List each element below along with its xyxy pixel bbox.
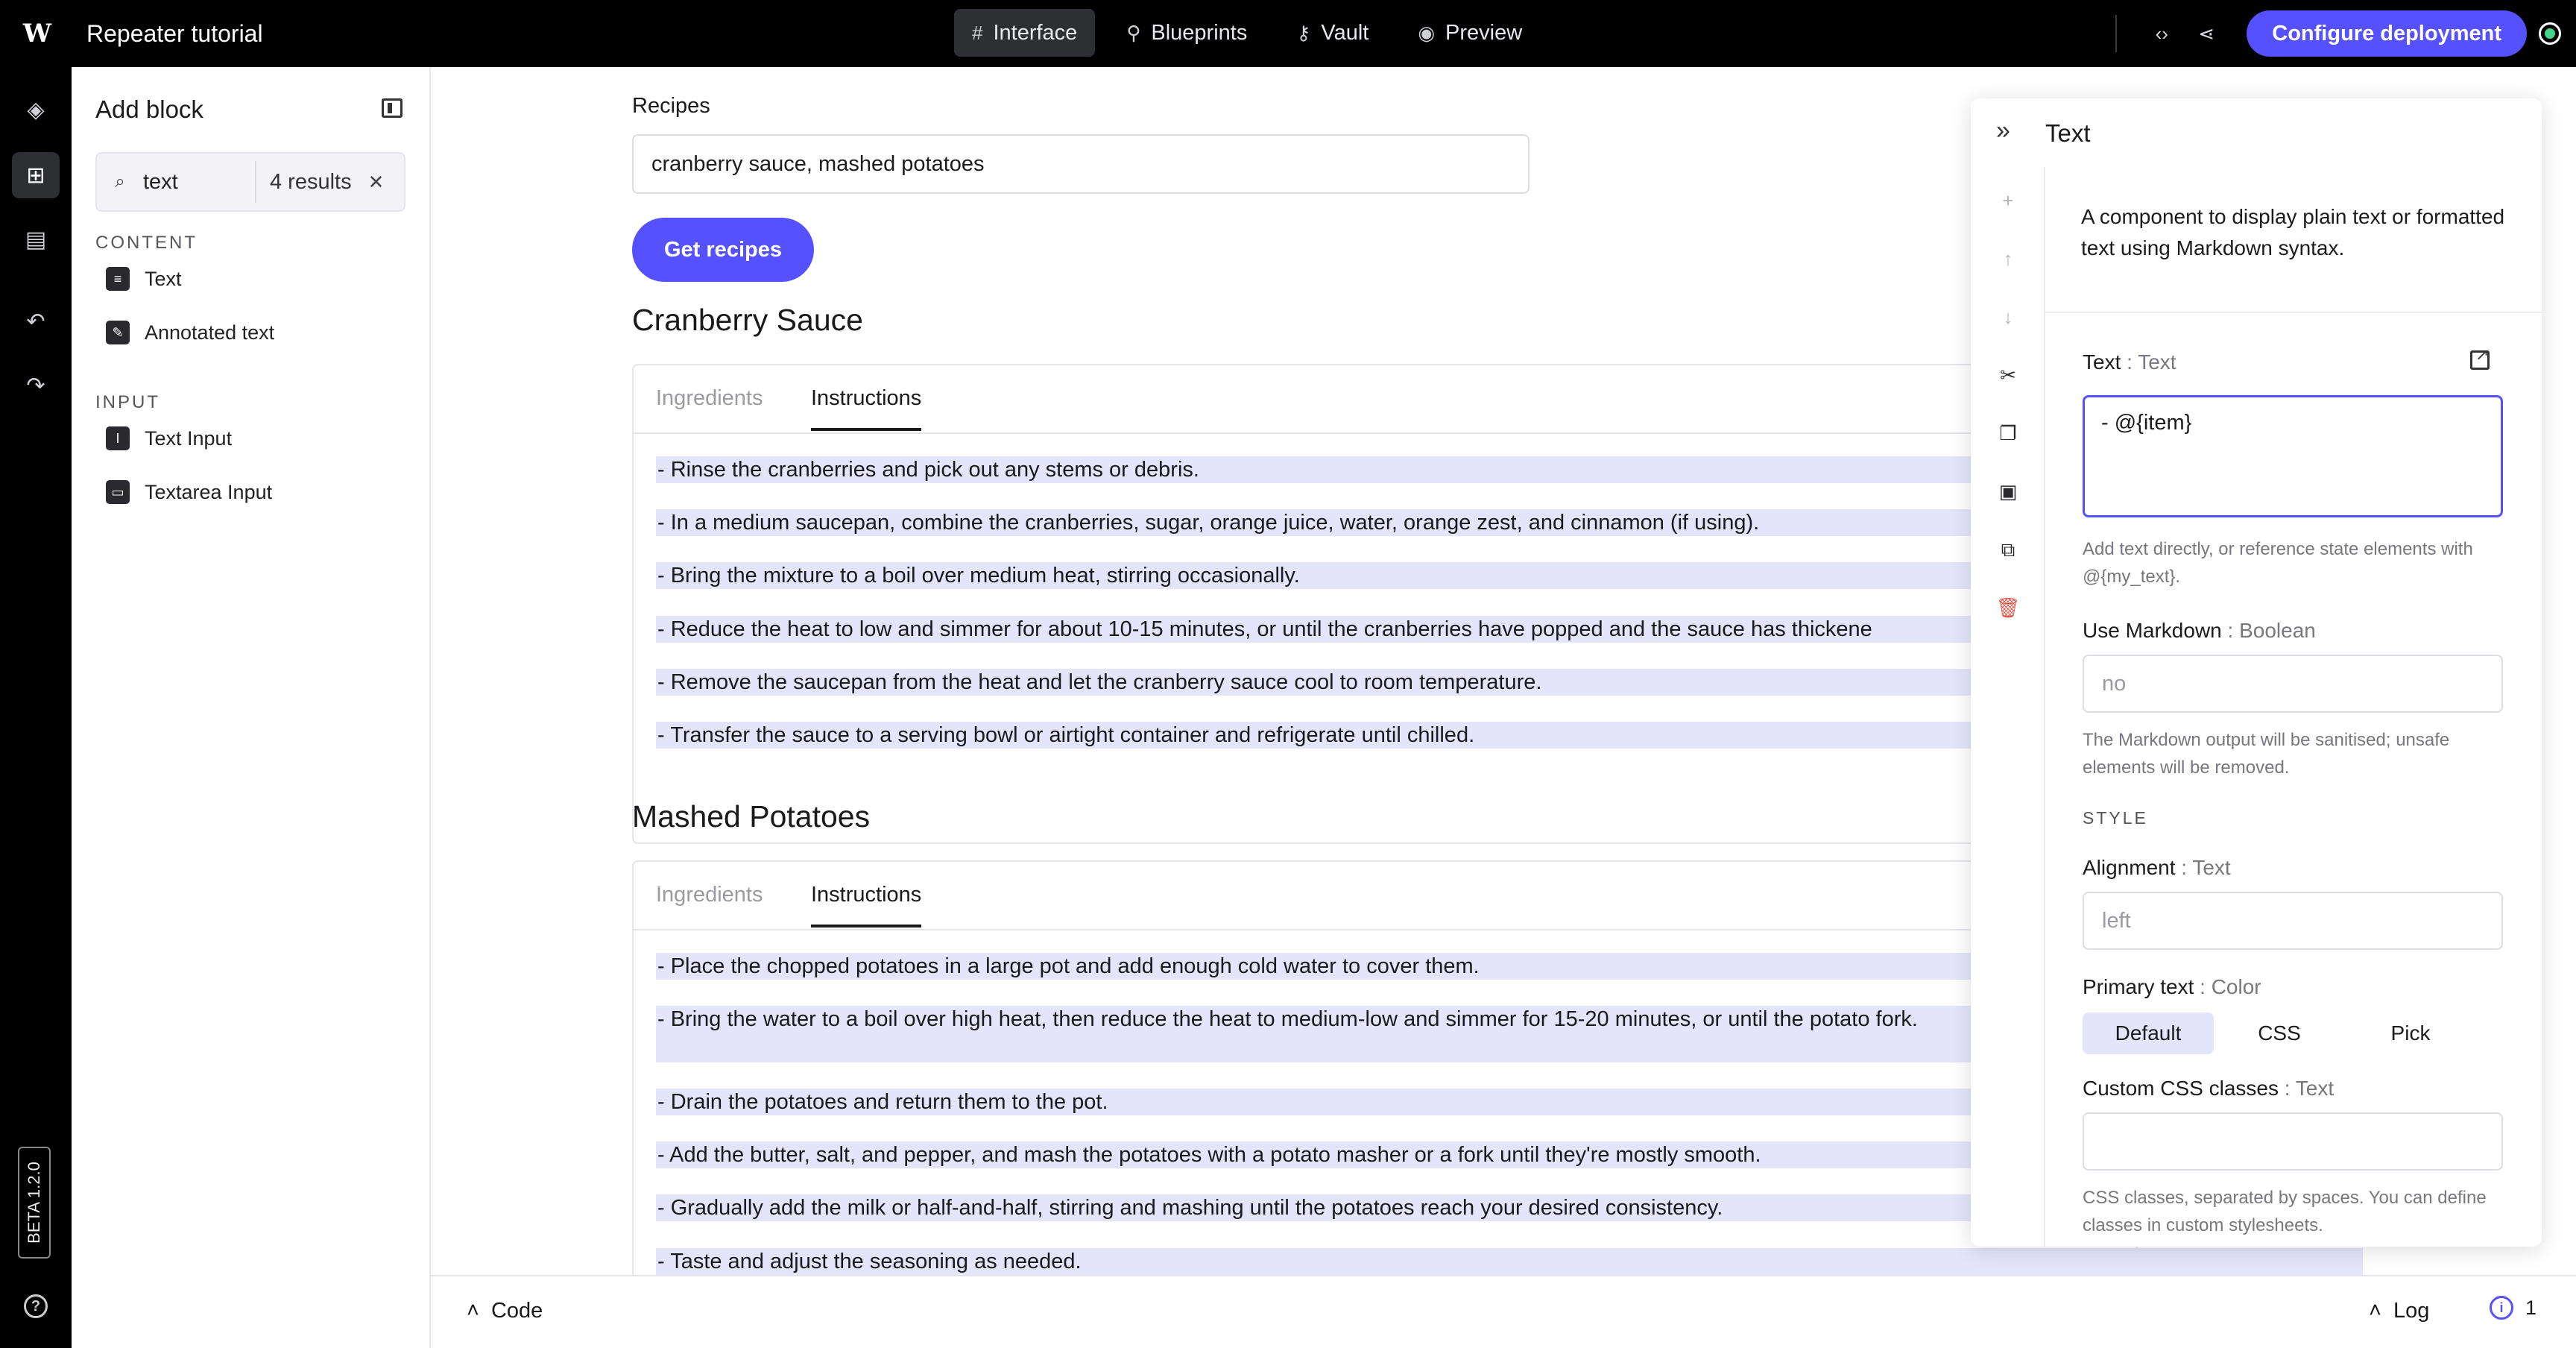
nav-vault-label: Vault — [1321, 20, 1369, 45]
result-count: 4 results — [270, 169, 352, 194]
go-to-parent-icon[interactable]: ⧉ — [2001, 538, 2015, 561]
divider — [2115, 15, 2117, 52]
text-input-icon: I — [106, 426, 130, 450]
text-block-icon: ≡ — [106, 267, 130, 291]
code-label: Code — [490, 1299, 543, 1323]
search-icon: ⌕ — [115, 171, 125, 192]
alignment-field-input[interactable] — [2083, 892, 2503, 950]
add-block-icon[interactable]: ⊞ — [12, 152, 60, 198]
css-classes-input[interactable] — [2083, 1112, 2503, 1171]
markdown-field-hint: The Markdown output will be sanitised; unsafe elements will be removed. — [2083, 730, 2450, 778]
app-title: Repeater tutorial — [86, 19, 263, 47]
share-icon[interactable]: ⋖ — [2198, 22, 2215, 45]
markdown-field-input[interactable] — [2083, 655, 2503, 713]
list-item: - Bring the water to a boil over high heat, then reduce the heat to medium-low and simmer for 15-20 minutes, or until the potato fork. — [656, 1006, 2139, 1062]
text-field-hint: Add text directly, or reference state elements with @{my_text}. — [2083, 539, 2473, 587]
recipe-tabs — [632, 364, 2138, 844]
info-icon: i — [2490, 1296, 2513, 1320]
tab-instructions[interactable]: Instructions — [811, 883, 922, 907]
block-label: Textarea Input — [145, 480, 273, 503]
log-panel-toggle[interactable] — [2369, 1299, 2429, 1323]
recipes-input[interactable] — [632, 134, 1530, 194]
list-item: - Gradually add the milk or half-and-half, stirring and mashing until the potatoes reach your desired consistency. — [656, 1194, 2139, 1221]
block-text[interactable] — [106, 267, 182, 291]
blueprints-icon: ⚲ — [1126, 21, 1141, 44]
css-classes-hint: CSS classes, separated by spaces. You can define classes in custom stylesheets. — [2083, 1188, 2487, 1235]
copy-icon[interactable]: ❐ — [1999, 422, 2017, 444]
nav-interface[interactable] — [954, 9, 1095, 57]
block-annotated-text[interactable] — [106, 321, 274, 344]
text-field-input[interactable] — [2083, 395, 2503, 517]
delete-icon[interactable]: 🗑 — [1995, 596, 2021, 619]
log-count[interactable] — [2490, 1296, 2536, 1320]
color-option-pick[interactable]: Pick — [2390, 1021, 2431, 1045]
panel-header — [1971, 98, 2542, 167]
code-panel-toggle[interactable] — [467, 1299, 543, 1323]
recipes-label: Recipes — [632, 94, 710, 118]
cut-icon[interactable]: ✂ — [2000, 364, 2016, 386]
color-mode-selector — [2083, 1012, 2476, 1054]
component-settings-panel — [1971, 98, 2542, 1247]
get-recipes-button[interactable]: Get recipes — [632, 218, 814, 282]
nav-blueprints-label: Blueprints — [1151, 20, 1248, 45]
tab-ingredients[interactable]: Ingredients — [656, 386, 763, 410]
search-input[interactable] — [143, 170, 255, 195]
block-label: Text — [145, 267, 182, 290]
alignment-field-label: Alignment : Text — [2083, 856, 2231, 879]
panel-title: Text — [2045, 119, 2091, 147]
chevron-up-icon: ˄ — [467, 1299, 479, 1323]
hash-icon: # — [972, 21, 983, 44]
divider — [255, 161, 256, 203]
connection-status-icon — [2539, 22, 2561, 45]
list-item: - Rinse the cranberries and pick out any stems or debris. — [656, 456, 2139, 483]
open-editor-icon[interactable] — [2470, 350, 2490, 370]
paste-icon[interactable]: ▣ — [1998, 480, 2018, 503]
eye-icon: ◉ — [1418, 21, 1436, 44]
nav-preview[interactable] — [1400, 9, 1540, 57]
block-text-input[interactable] — [106, 426, 232, 450]
log-label: Log — [2393, 1299, 2430, 1323]
tab-bar — [634, 365, 2136, 434]
recipe-title: Cranberry Sauce — [632, 303, 863, 337]
layers-icon[interactable]: ◈ — [27, 97, 45, 122]
top-bar — [0, 0, 2576, 67]
expand-panel-icon[interactable]: » — [1996, 116, 2010, 145]
section-content-label: CONTENT — [95, 233, 198, 253]
list-item: - Remove the saucepan from the heat and let the cranberry sauce cool to room temperature. — [656, 669, 2139, 696]
block-label: Text Input — [145, 426, 233, 450]
main-nav — [954, 9, 1540, 57]
recipe-tabs — [632, 860, 2138, 1275]
markdown-field-label: Use Markdown : Boolean — [2083, 619, 2316, 642]
section-input-label: INPUT — [95, 392, 160, 412]
clear-search-icon[interactable]: ✕ — [367, 170, 385, 193]
css-classes-field-label: Custom CSS classes : Text — [2083, 1077, 2334, 1100]
list-item: - In a medium saucepan, combine the cranberries, sugar, orange juice, water, orange zest, and cinnamon (if using). — [656, 509, 2139, 536]
nav-interface-label: Interface — [993, 20, 1078, 45]
color-option-css[interactable]: CSS — [2258, 1021, 2301, 1045]
left-rail — [0, 67, 72, 1348]
move-down-icon[interactable]: ↓ — [2003, 306, 2013, 328]
chevron-up-icon: ˄ — [2369, 1299, 2381, 1323]
sidebar-title: Add block — [95, 95, 203, 123]
nav-preview-label: Preview — [1445, 20, 1523, 45]
primary-text-field-label: Primary text : Color — [2083, 975, 2261, 998]
block-search — [95, 152, 405, 212]
version-badge: BETA 1.2.0 — [18, 1147, 51, 1259]
add-block-sidebar — [72, 67, 431, 1348]
style-section-label: STYLE — [2083, 808, 2148, 828]
list-item: - Add the butter, salt, and pepper, and mash the potatoes with a potato masher or a fork until they're mostly smooth. — [656, 1141, 2139, 1168]
pencil-icon: ✎ — [106, 321, 130, 344]
nav-blueprints[interactable] — [1108, 9, 1265, 57]
help-icon[interactable]: ? — [24, 1294, 48, 1318]
text-field-label: Text : Text — [2083, 350, 2176, 374]
list-item: - Bring the mixture to a boil over medium heat, stirring occasionally. — [656, 562, 2139, 589]
key-icon: ⚷ — [1296, 21, 1311, 44]
bottom-bar — [431, 1275, 2576, 1348]
tab-instructions[interactable]: Instructions — [811, 386, 922, 410]
collapse-sidebar-icon[interactable] — [382, 98, 402, 118]
tab-ingredients[interactable]: Ingredients — [656, 883, 763, 907]
block-label: Annotated text — [145, 321, 275, 344]
add-icon[interactable]: + — [2002, 189, 2014, 212]
color-option-default[interactable]: Default — [2083, 1012, 2214, 1054]
configure-deployment-button[interactable]: Configure deployment — [2247, 10, 2527, 57]
panel-toolbar — [1971, 167, 2045, 1247]
list-item: - Transfer the sauce to a serving bowl or airtight container and refrigerate until chilled. — [656, 722, 2139, 749]
nav-vault[interactable] — [1278, 9, 1386, 57]
component-description: A component to display plain text or formatted text using Markdown syntax. — [2045, 167, 2542, 313]
move-up-icon[interactable]: ↑ — [2003, 248, 2013, 270]
list-item: - Taste and adjust the seasoning as needed. — [656, 1248, 2363, 1275]
textarea-icon: ▭ — [106, 480, 130, 504]
redo-icon[interactable]: ↷ — [26, 373, 45, 398]
tab-bar — [634, 862, 2136, 930]
recipe-title: Mashed Potatoes — [632, 799, 871, 834]
comments-icon[interactable]: ▤ — [25, 227, 47, 252]
list-item: - Drain the potatoes and return them to the pot. — [656, 1089, 2139, 1115]
block-textarea-input[interactable] — [106, 480, 272, 504]
undo-icon[interactable]: ↶ — [26, 309, 45, 334]
log-count-value: 1 — [2525, 1296, 2537, 1319]
code-brackets-icon[interactable]: ‹› — [2155, 22, 2168, 45]
list-item: - Place the chopped potatoes in a large pot and add enough cold water to cover them. — [656, 953, 2139, 980]
writer-logo[interactable]: W — [22, 19, 49, 48]
top-right-actions — [2115, 0, 2576, 67]
list-item: - Reduce the heat to low and simmer for about 10-15 minutes, or until the cranberries have popped and the sauce has thickene — [656, 616, 2139, 643]
